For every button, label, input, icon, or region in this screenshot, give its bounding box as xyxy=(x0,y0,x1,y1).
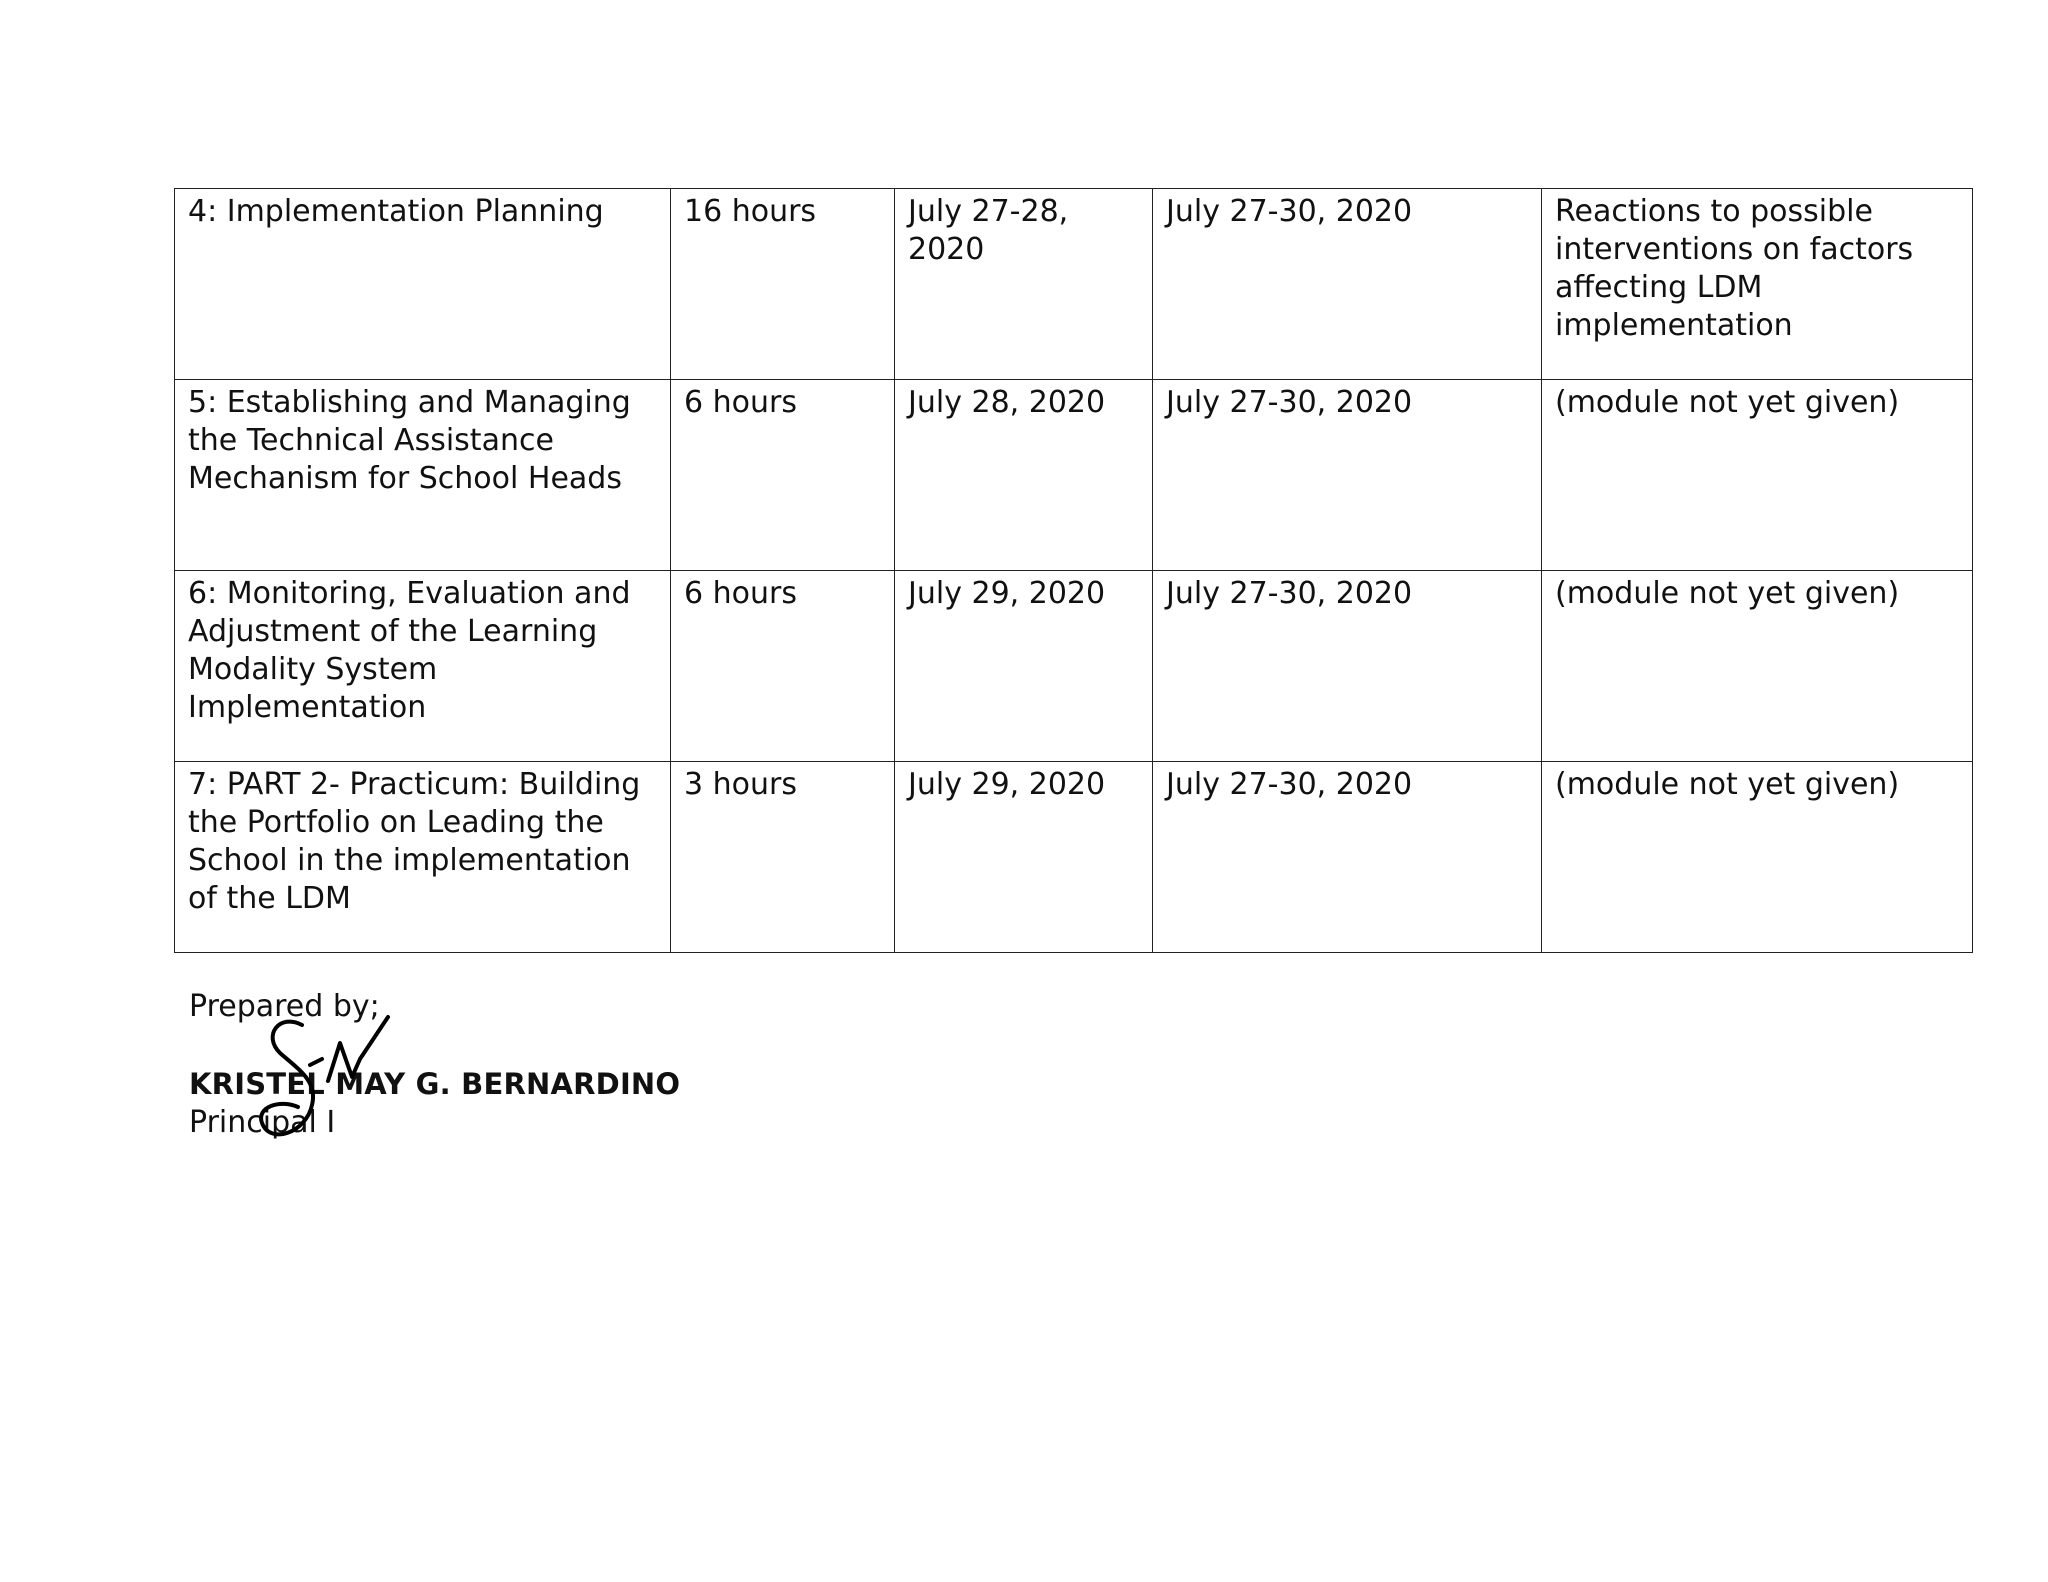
remarks-cell: Reactions to possible interventions on factors affecting LDM implementation xyxy=(1542,189,1973,380)
prepared-by-label: Prepared by; xyxy=(189,989,380,1024)
duration-cell: 6 hours xyxy=(671,380,895,571)
duration-cell: 6 hours xyxy=(671,571,895,762)
module-cell: 4: Implementation Planning xyxy=(175,189,671,380)
date-cell: July 28, 2020 xyxy=(895,380,1153,571)
date-cell: July 27-28, 2020 xyxy=(895,189,1153,380)
schedule-cell: July 27-30, 2020 xyxy=(1153,762,1542,953)
schedule-cell: July 27-30, 2020 xyxy=(1153,380,1542,571)
remarks-cell: (module not yet given) xyxy=(1542,380,1973,571)
schedule-cell: July 27-30, 2020 xyxy=(1153,571,1542,762)
date-cell: July 29, 2020 xyxy=(895,571,1153,762)
signer-title: Principal I xyxy=(189,1105,336,1140)
signer-name: KRISTEL MAY G. BERNARDINO xyxy=(189,1067,681,1101)
module-cell: 7: PART 2- Practicum: Building the Portfolio on Leading the School in the implementation of the LDM xyxy=(175,762,671,953)
table-row xyxy=(175,762,1973,953)
duration-cell: 16 hours xyxy=(671,189,895,380)
schedule-cell: July 27-30, 2020 xyxy=(1153,189,1542,380)
handwritten-signature xyxy=(240,995,460,1155)
remarks-cell: (module not yet given) xyxy=(1542,571,1973,762)
table-row xyxy=(175,571,1973,762)
module-cell: 6: Monitoring, Evaluation and Adjustment of the Learning Modality System Implementation xyxy=(175,571,671,762)
table-row xyxy=(175,380,1973,571)
table-row xyxy=(175,189,1973,380)
remarks-cell: (module not yet given) xyxy=(1542,762,1973,953)
date-cell: July 29, 2020 xyxy=(895,762,1153,953)
duration-cell: 3 hours xyxy=(671,762,895,953)
training-schedule-table xyxy=(174,188,1973,953)
module-cell: 5: Establishing and Managing the Technical Assistance Mechanism for School Heads xyxy=(175,380,671,571)
